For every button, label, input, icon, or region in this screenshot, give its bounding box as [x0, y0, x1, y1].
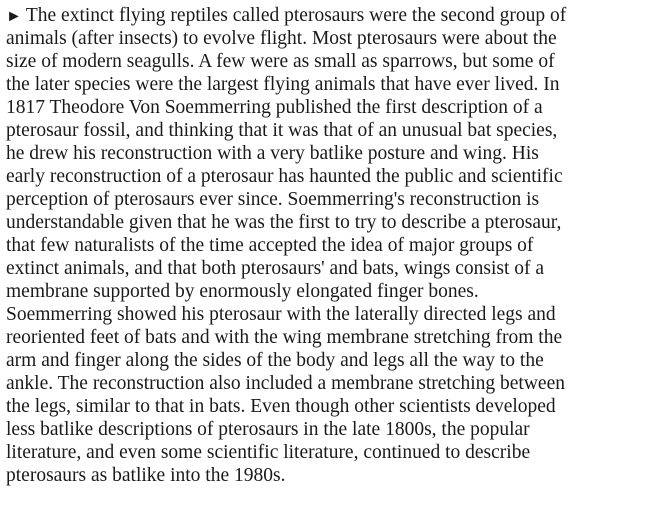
passage-line-1	[6, 5, 566, 28]
passage-line-5: 1817 Theodore Von Soemmerring published the first description of a	[6, 97, 543, 118]
passage-line-8: early reconstruction of a pterosaur has haunted the public and scientific	[6, 166, 563, 187]
passage-line-20: literature, and even some scientific literature, continued to describe	[6, 442, 531, 463]
passage-line-12: extinct animals, and that both pterosaurs' and bats, wings consist of a	[6, 258, 545, 279]
passage-line-13: membrane supported by enormously elongated finger bones.	[6, 281, 479, 302]
passage-line-4: the later species were the largest flying animals that have ever lived. In	[6, 74, 560, 95]
passage-line-7: he drew his reconstruction with a very batlike posture and wing. His	[6, 143, 539, 164]
passage-line-19: less batlike descriptions of pterosaurs in the late 1800s, the popular	[6, 419, 530, 440]
passage-line-15: reoriented feet of bats and with the wing membrane stretching from the	[6, 327, 563, 348]
passage-line-10: understandable given that he was the first to try to describe a pterosaur,	[6, 212, 562, 233]
passage-line-18: the legs, similar to that in bats. Even though other scientists developed	[6, 396, 556, 417]
passage-line-6: pterosaur fossil, and thinking that it was that of an unusual bat species,	[6, 120, 558, 141]
passage-line-11: that few naturalists of the time accepted the idea of major groups of	[6, 235, 534, 256]
arrow-marker-icon: ►	[6, 8, 22, 25]
passage-line-text: The extinct flying reptiles called pterosaurs were the second group of	[25, 5, 567, 26]
passage-line-14: Soemmerring showed his pterosaur with the laterally directed legs and	[6, 304, 556, 325]
passage-line-17: ankle. The reconstruction also included a membrane stretching between	[6, 373, 565, 394]
passage-line-9: perception of pterosaurs ever since. Soemmerring's reconstruction is	[6, 189, 540, 210]
passage-line-16: arm and finger along the sides of the body and legs all the way to the	[6, 350, 544, 371]
passage-line-2: animals (after insects) to evolve flight. Most pterosaurs were about the	[6, 28, 557, 49]
passage-line-21: pterosaurs as batlike into the 1980s.	[6, 465, 286, 486]
passage-line-3: size of modern seagulls. A few were as small as sparrows, but some of	[6, 51, 555, 72]
